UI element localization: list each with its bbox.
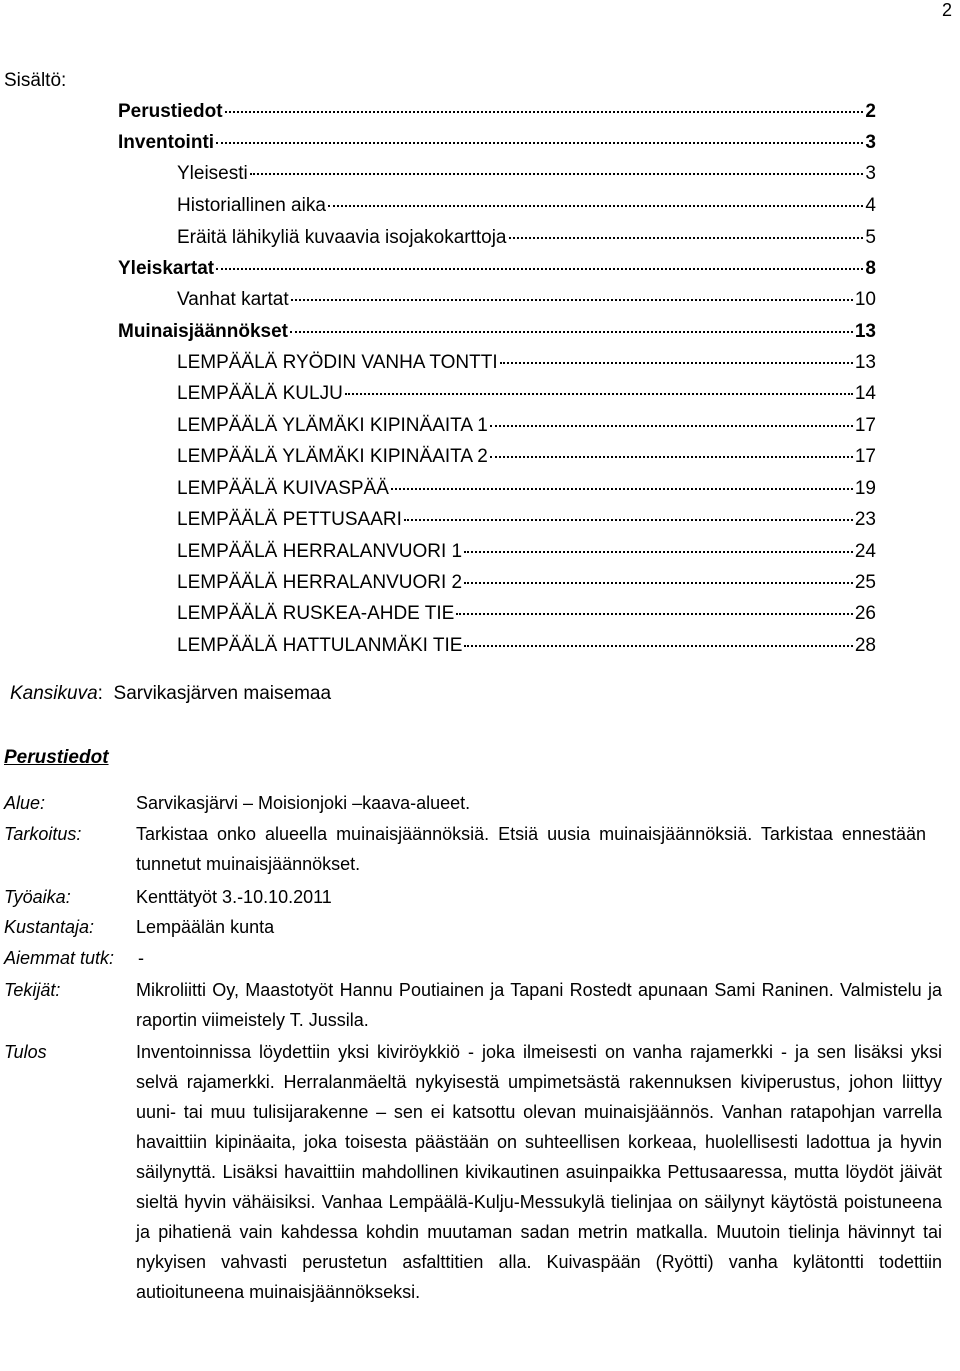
toc-entry-title: LEMPÄÄLÄ HERRALANVUORI 2 [177,572,463,593]
info-value: Mikroliitti Oy, Maastotyöt Hannu Poutiainen ja Tapani Rostedt apunaan Sami Raninen. Valmistelu ja raportin viimeistely T. Jussila. [136,980,942,1030]
info-row-area [4,788,944,818]
cover-caption-text: Sarvikasjärven maisemaa [113,683,332,704]
info-row-result [4,1037,944,1371]
toc-entry[interactable] [177,383,876,411]
info-value: Lempäälän kunta [136,917,275,937]
cover-caption-label: Kansikuva [10,683,98,704]
toc-entry[interactable] [177,478,876,506]
cover-caption: Kansikuva: Sarvikasjärven maisemaa [10,683,332,704]
toc-entry[interactable] [118,101,876,129]
toc-entry-page: 24 [854,541,876,562]
info-label: Kustantaja: [4,917,95,937]
toc-entry[interactable] [177,352,876,380]
toc-entry-page: 10 [854,289,876,310]
toc-entry-page: 17 [854,446,876,467]
toc-entry[interactable] [177,572,876,600]
section-title: Perustiedot [4,747,109,768]
toc-entry-page: 2 [865,101,876,122]
toc-entry-page: 14 [854,383,876,404]
toc-entry-title: LEMPÄÄLÄ PETTUSAARI [177,509,402,530]
page-number: 2 [941,0,952,20]
toc-entry-page: 26 [854,603,876,624]
info-label: Tarkoitus: [4,824,82,844]
info-label: Tekijät: [4,980,61,1000]
toc-entry-title: Eräitä lähikyliä kuvaavia isojakokarttoja [177,227,507,248]
toc-entry-page: 19 [854,478,876,499]
toc-entry-page: 13 [854,352,876,373]
info-value: Sarvikasjärvi – Moisionjoki –kaava-alueet. [136,793,471,813]
toc-entry[interactable] [177,195,876,223]
toc-entry[interactable] [177,603,876,631]
info-row-authors [4,975,944,1037]
info-label: Tulos [4,1042,47,1062]
toc-entry[interactable] [177,446,876,474]
toc-entry[interactable] [177,509,876,537]
toc-entry[interactable] [118,258,876,286]
toc-entry-page: 3 [865,163,876,184]
toc-entry-title: Yleiskartat [118,258,215,279]
toc-entry[interactable] [177,415,876,443]
toc-entry-title: LEMPÄÄLÄ RUSKEA-AHDE TIE [177,603,455,624]
info-value: - [138,948,144,968]
toc-entry-title: Historiallinen aika [177,195,326,216]
info-row-funder [4,912,944,942]
toc-entry-page: 28 [854,635,876,656]
toc-entry-title: Muinaisjäännökset [118,321,288,342]
toc-entry-page: 3 [865,132,876,153]
info-row-previous-studies [4,943,944,973]
toc-entry-title: LEMPÄÄLÄ RYÖDIN VANHA TONTTI [177,352,498,373]
toc-entry[interactable] [177,289,876,317]
toc-entry-title: LEMPÄÄLÄ KULJU [177,383,343,404]
toc-entry-page: 4 [865,195,876,216]
toc-entry-title: LEMPÄÄLÄ KUIVASPÄÄ [177,478,389,499]
toc-entry-page: 17 [854,415,876,436]
toc-entry-page: 25 [854,572,876,593]
info-label: Alue: [4,793,46,813]
toc-entry-title: LEMPÄÄLÄ HERRALANVUORI 1 [177,541,463,562]
info-value: Inventoinnissa löydettiin yksi kiviröykkiö - joka ilmeisesti on vanha rajamerkki - ja sen lisäksi yksi selvä rajamerkki. Herralanmäeltä nykyisestä umpimetsästä rakennuksen kiviperustus, johon liittyy uuni- tai muu tulisijarakenne – sen ei katsottu olevan muinaisjäännös. Vanhan ratapohjan varrella havaittiin kipinäaita, joka toisesta päästään on suhteellisen korkeaa, huolellisesti ladottua ja hyvin säilynyttä. Lisäksi havaittiin mahdollinen kivikautinen asuinpaikka Pettusaaressa, mutta löydöt jäivät sieltä hyvin vähäisiksi. Vanhaa Lempäälä-Kulju-Messukylä tielinjaa on säilynyt käytöstä poistuneena ja pihatienä vain kahdessa kohdin muutaman sadan metrin matkalla. Muutoin tielinja hävinnyt tai nykyisen vahvasti perustetun asfalttitien alla. Kuivaspään (Ryötti) vanha kylätontti todettiin autioituneena muinaisjäännökseksi. [136,1042,942,1302]
toc-entry-title: Perustiedot [118,101,223,122]
toc-entry-page: 8 [865,258,876,279]
toc-entry[interactable] [177,541,876,569]
toc-entry-title: Vanhat kartat [177,289,289,310]
toc-entry-title: LEMPÄÄLÄ HATTULANMÄKI TIE [177,635,463,656]
toc-entry-title: Yleisesti [177,163,248,184]
toc-entry-page: 5 [865,227,876,248]
toc-heading: Sisältö: [4,70,67,91]
toc-entry[interactable] [118,132,876,160]
toc-entry-page: 13 [854,321,876,342]
toc-entry-title: LEMPÄÄLÄ YLÄMÄKI KIPINÄAITA 2 [177,446,488,467]
toc-entry-title: Inventointi [118,132,215,153]
info-value: Kenttätyöt 3.-10.10.2011 [136,887,332,907]
toc-entry[interactable] [177,635,876,663]
info-label: Työaika: [4,887,71,907]
toc-entry[interactable] [177,163,876,191]
toc-entry[interactable] [118,321,876,349]
toc-entry-title: LEMPÄÄLÄ YLÄMÄKI KIPINÄAITA 1 [177,415,488,436]
info-row-purpose [4,819,944,881]
info-row-worktime [4,882,944,912]
info-label: Aiemmat tutk: [4,948,115,968]
toc-entry-page: 23 [854,509,876,530]
toc-entry[interactable] [177,227,876,255]
info-value: Tarkistaa onko alueella muinaisjäännöksiä. Etsiä uusia muinaisjäännöksiä. Tarkistaa ennestään tunnetut muinaisjäännökset. [136,824,926,874]
